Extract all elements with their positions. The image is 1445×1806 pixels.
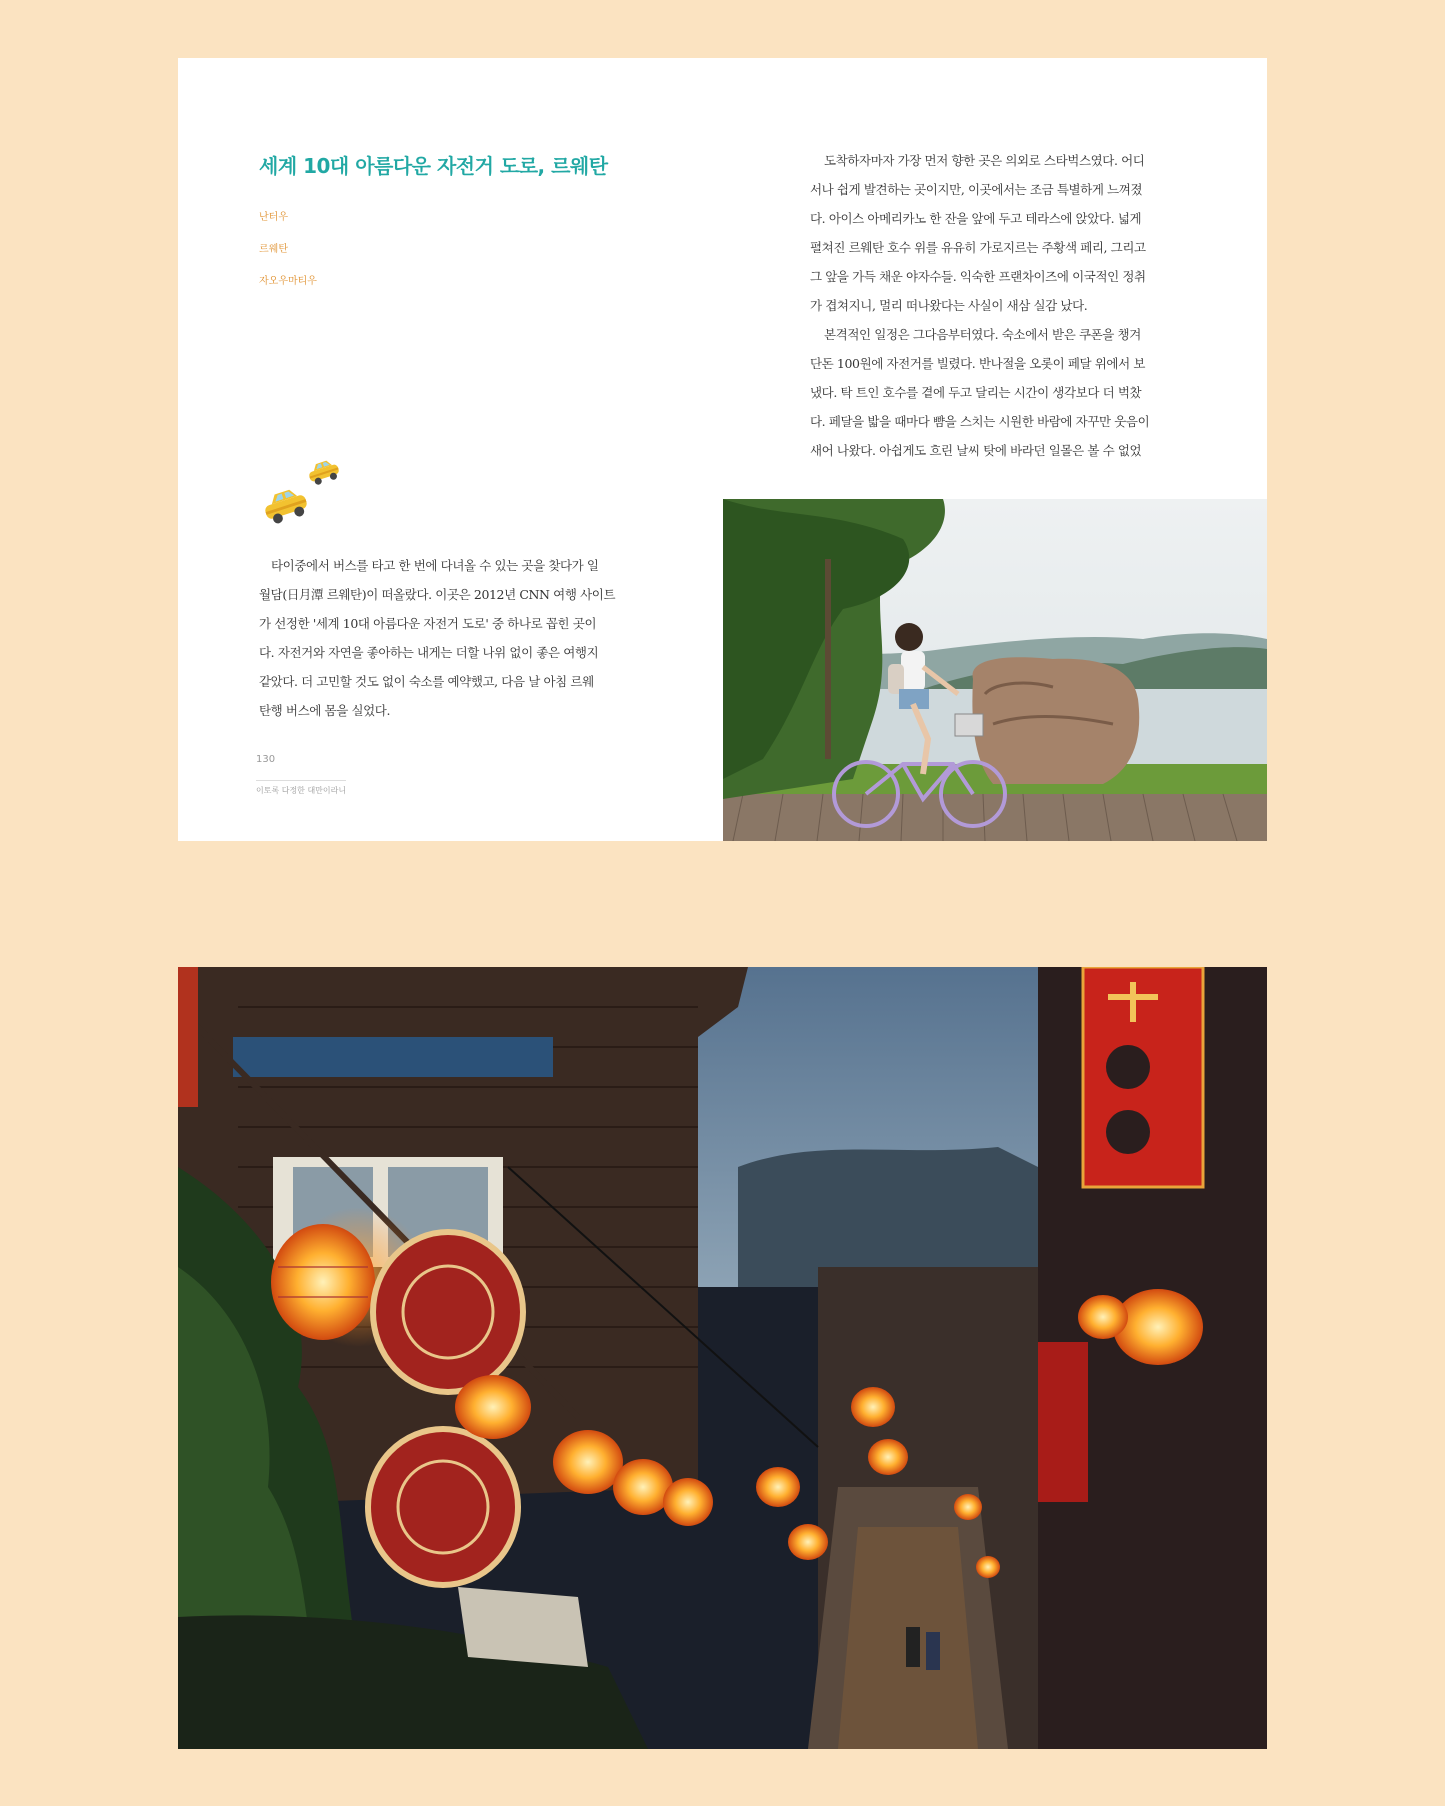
tag-item: 난터우: [259, 212, 288, 223]
text-line: 서나 쉽게 발견하는 곳이지만, 이곳에서는 조금 특별하게 느껴졌: [810, 182, 1143, 197]
text-line: 다. 페달을 밟을 때마다 뺨을 스치는 시원한 바람에 자꾸만 웃음이: [810, 414, 1150, 429]
woman-cycling-by-lake-photo: [723, 499, 1267, 841]
jiufen-lantern-street-photo: [178, 967, 1267, 1749]
text-line: 본격적인 일정은 그다음부터였다. 숙소에서 받은 쿠폰을 챙겨: [824, 327, 1141, 342]
text-line: 월담(日月潭 르웨탄)이 떠올랐다. 이곳은 2012년 CNN 여행 사이트: [259, 587, 616, 602]
text-line: 도착하자마자 가장 먼저 향한 곳은 의외로 스타벅스였다. 어디: [824, 153, 1145, 168]
running-footer: 이토록 다정한 대만이라니: [256, 780, 346, 796]
text-line: 다. 아이스 아메리카노 한 잔을 앞에 두고 테라스에 앉았다. 넓게: [810, 211, 1142, 226]
text-line: 펼쳐진 르웨탄 호수 위를 유유히 가로지르는 주황색 페리, 그리고: [810, 240, 1146, 255]
text-line: 가 선정한 '세계 10대 아름다운 자전거 도로' 중 하나로 꼽힌 곳이: [259, 616, 597, 631]
chapter-title: 세계 10대 아름다운 자전거 도로, 르웨탄: [259, 154, 608, 178]
book-spread: [178, 58, 1267, 841]
taxi-icon: [304, 458, 344, 488]
text-line: 냈다. 탁 트인 호수를 곁에 두고 달리는 시간이 생각보다 더 벅찼: [810, 385, 1142, 400]
page-number: 130: [256, 754, 276, 765]
text-line: 같았다. 더 고민할 것도 없이 숙소를 예약했고, 다음 날 아침 르웨: [259, 674, 594, 689]
text-line: 탄행 버스에 몸을 실었다.: [259, 703, 391, 718]
text-line: 다. 자전거와 자연을 좋아하는 내게는 더할 나위 없이 좋은 여행지: [259, 645, 599, 660]
location-tags: [259, 208, 317, 304]
text-line: 단돈 100원에 자전거를 빌렸다. 반나절을 오롯이 페달 위에서 보: [810, 356, 1146, 371]
text-line: 새어 나왔다. 아쉽게도 흐린 날씨 탓에 바라던 일몰은 볼 수 없었: [810, 443, 1142, 458]
tag-item: 자오우마티우: [259, 276, 317, 287]
text-line: 타이중에서 버스를 타고 한 번에 다녀올 수 있는 곳을 찾다가 일: [271, 558, 599, 573]
taxi-icon: [258, 486, 314, 528]
right-body-text: [810, 146, 1267, 465]
tag-item: 르웨탄: [259, 244, 288, 255]
text-line: 가 겹쳐지니, 멀리 떠나왔다는 사실이 새삼 실감 났다.: [810, 298, 1088, 313]
text-line: 그 앞을 가득 채운 야자수들. 익숙한 프랜차이즈에 이국적인 정취: [810, 269, 1146, 284]
